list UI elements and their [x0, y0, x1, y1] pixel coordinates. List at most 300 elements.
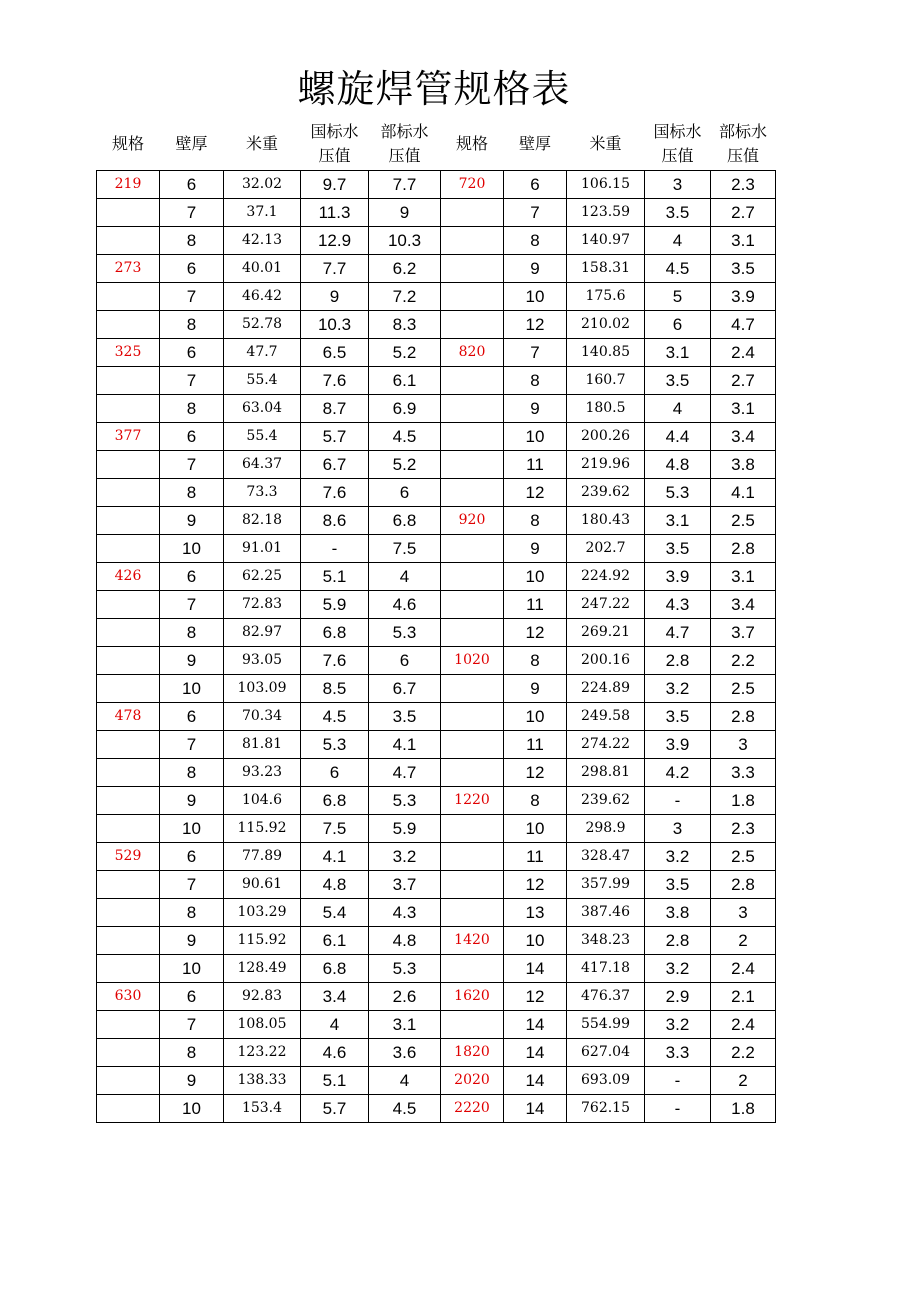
table-row	[97, 675, 776, 703]
cell-bb-pressure-left: 7.2	[369, 283, 441, 311]
cell-wall-right: 8	[504, 367, 567, 395]
cell-wall-right: 11	[504, 731, 567, 759]
header-gb-pressure-left	[301, 118, 369, 171]
cell-bb-pressure-left: 4	[369, 1067, 441, 1095]
cell-weight-left: 115.92	[224, 815, 301, 843]
cell-wall-left: 8	[160, 227, 224, 255]
cell-weight-left: 47.7	[224, 339, 301, 367]
cell-gb-pressure-right: 4.2	[645, 759, 711, 787]
cell-gb-pressure-right: 3.5	[645, 199, 711, 227]
cell-bb-pressure-right: 2	[711, 1067, 776, 1095]
cell-weight-right: 224.92	[567, 563, 645, 591]
cell-spec-left: 219	[97, 171, 160, 199]
cell-gb-pressure-right: 4.5	[645, 255, 711, 283]
table-row	[97, 843, 776, 871]
cell-gb-pressure-right: 3.2	[645, 955, 711, 983]
cell-gb-pressure-right: 4	[645, 395, 711, 423]
cell-weight-left: 93.23	[224, 759, 301, 787]
header-bb-line2: 压值	[726, 146, 759, 165]
table-row	[97, 1011, 776, 1039]
cell-spec-left	[97, 479, 160, 507]
cell-weight-left: 108.05	[224, 1011, 301, 1039]
cell-weight-right: 239.62	[567, 479, 645, 507]
cell-gb-pressure-left: 3.4	[301, 983, 369, 1011]
cell-weight-left: 91.01	[224, 535, 301, 563]
cell-wall-right: 14	[504, 1011, 567, 1039]
cell-bb-pressure-left: 5.3	[369, 955, 441, 983]
header-weight-right: 米重	[589, 134, 622, 153]
cell-spec-left	[97, 731, 160, 759]
cell-spec-right	[441, 395, 504, 423]
cell-spec-right	[441, 199, 504, 227]
cell-gb-pressure-right: 3.5	[645, 367, 711, 395]
cell-weight-left: 115.92	[224, 927, 301, 955]
header-bb-line1: 部标水	[380, 122, 429, 141]
table-row	[97, 395, 776, 423]
cell-spec-left: 529	[97, 843, 160, 871]
cell-wall-right: 8	[504, 507, 567, 535]
cell-weight-left: 90.61	[224, 871, 301, 899]
cell-gb-pressure-right: 5	[645, 283, 711, 311]
cell-bb-pressure-right: 2.8	[711, 535, 776, 563]
cell-gb-pressure-right: 4.3	[645, 591, 711, 619]
cell-wall-left: 7	[160, 591, 224, 619]
cell-bb-pressure-left: 3.7	[369, 871, 441, 899]
cell-gb-pressure-left: 7.7	[301, 255, 369, 283]
cell-bb-pressure-left: 4.5	[369, 1095, 441, 1123]
cell-wall-left: 9	[160, 787, 224, 815]
cell-spec-left: 630	[97, 983, 160, 1011]
cell-wall-left: 10	[160, 675, 224, 703]
cell-wall-right: 10	[504, 283, 567, 311]
cell-gb-pressure-right: 3.9	[645, 731, 711, 759]
table-row	[97, 535, 776, 563]
cell-wall-left: 9	[160, 647, 224, 675]
cell-gb-pressure-left: 8.5	[301, 675, 369, 703]
cell-weight-right: 554.99	[567, 1011, 645, 1039]
cell-wall-right: 11	[504, 843, 567, 871]
cell-spec-right	[441, 899, 504, 927]
cell-weight-right: 247.22	[567, 591, 645, 619]
cell-spec-right: 920	[441, 507, 504, 535]
page-title: 螺旋焊管规格表	[297, 67, 571, 111]
cell-bb-pressure-right: 2.7	[711, 367, 776, 395]
cell-weight-right: 160.7	[567, 367, 645, 395]
cell-gb-pressure-left: 6.5	[301, 339, 369, 367]
cell-gb-pressure-left: 11.3	[301, 199, 369, 227]
cell-wall-left: 8	[160, 311, 224, 339]
cell-wall-left: 7	[160, 283, 224, 311]
header-gb-line1: 国标水	[653, 122, 702, 141]
cell-spec-left: 478	[97, 703, 160, 731]
header-wall-right: 壁厚	[518, 134, 551, 153]
cell-gb-pressure-right: 4.8	[645, 451, 711, 479]
cell-bb-pressure-right: 1.8	[711, 787, 776, 815]
cell-bb-pressure-right: 3.7	[711, 619, 776, 647]
table-row	[97, 983, 776, 1011]
cell-spec-right	[441, 759, 504, 787]
cell-spec-left	[97, 619, 160, 647]
cell-gb-pressure-right: 3.2	[645, 843, 711, 871]
cell-gb-pressure-right: 5.3	[645, 479, 711, 507]
cell-spec-left	[97, 787, 160, 815]
cell-spec-right	[441, 871, 504, 899]
cell-gb-pressure-left: 5.4	[301, 899, 369, 927]
cell-spec-left: 426	[97, 563, 160, 591]
cell-gb-pressure-left: 5.1	[301, 563, 369, 591]
cell-spec-left	[97, 955, 160, 983]
table-row	[97, 199, 776, 227]
cell-weight-right: 762.15	[567, 1095, 645, 1123]
cell-wall-left: 8	[160, 619, 224, 647]
cell-bb-pressure-left: 9	[369, 199, 441, 227]
cell-bb-pressure-left: 6.1	[369, 367, 441, 395]
cell-wall-left: 6	[160, 339, 224, 367]
cell-gb-pressure-right: 3.5	[645, 871, 711, 899]
cell-weight-right: 224.89	[567, 675, 645, 703]
cell-wall-left: 7	[160, 1011, 224, 1039]
cell-bb-pressure-left: 4.3	[369, 899, 441, 927]
cell-weight-right: 693.09	[567, 1067, 645, 1095]
cell-weight-left: 72.83	[224, 591, 301, 619]
cell-wall-right: 10	[504, 703, 567, 731]
table-row	[97, 563, 776, 591]
cell-wall-right: 7	[504, 339, 567, 367]
cell-bb-pressure-right: 2	[711, 927, 776, 955]
cell-gb-pressure-right: 3.3	[645, 1039, 711, 1067]
cell-bb-pressure-right: 2.5	[711, 675, 776, 703]
cell-weight-right: 123.59	[567, 199, 645, 227]
cell-gb-pressure-right: 3.1	[645, 507, 711, 535]
cell-weight-right: 298.9	[567, 815, 645, 843]
cell-weight-right: 274.22	[567, 731, 645, 759]
cell-weight-left: 64.37	[224, 451, 301, 479]
cell-wall-right: 10	[504, 815, 567, 843]
cell-weight-right: 106.15	[567, 171, 645, 199]
table-row	[97, 1095, 776, 1123]
cell-bb-pressure-right: 3.3	[711, 759, 776, 787]
cell-gb-pressure-left: 9	[301, 283, 369, 311]
cell-wall-left: 7	[160, 871, 224, 899]
cell-wall-right: 12	[504, 871, 567, 899]
table-row	[97, 171, 776, 199]
cell-weight-right: 476.37	[567, 983, 645, 1011]
cell-weight-right: 249.58	[567, 703, 645, 731]
cell-weight-right: 200.16	[567, 647, 645, 675]
cell-spec-right	[441, 815, 504, 843]
table-row	[97, 311, 776, 339]
cell-wall-right: 9	[504, 535, 567, 563]
cell-bb-pressure-right: 3.5	[711, 255, 776, 283]
cell-bb-pressure-right: 2.8	[711, 871, 776, 899]
cell-spec-right: 1820	[441, 1039, 504, 1067]
cell-bb-pressure-right: 3	[711, 731, 776, 759]
header-bb-line2: 压值	[388, 146, 421, 165]
table-row	[97, 759, 776, 787]
cell-bb-pressure-left: 7.5	[369, 535, 441, 563]
cell-gb-pressure-right: 6	[645, 311, 711, 339]
table-row	[97, 899, 776, 927]
cell-gb-pressure-right: 2.8	[645, 927, 711, 955]
cell-spec-left	[97, 1067, 160, 1095]
cell-bb-pressure-right: 2.1	[711, 983, 776, 1011]
cell-gb-pressure-left: 7.6	[301, 479, 369, 507]
cell-bb-pressure-right: 2.2	[711, 647, 776, 675]
cell-spec-right	[441, 311, 504, 339]
cell-spec-left	[97, 927, 160, 955]
cell-weight-right: 180.5	[567, 395, 645, 423]
cell-spec-right: 1420	[441, 927, 504, 955]
header-spec-right: 规格	[455, 134, 488, 153]
cell-weight-right: 140.97	[567, 227, 645, 255]
cell-wall-right: 8	[504, 647, 567, 675]
cell-wall-right: 9	[504, 395, 567, 423]
cell-bb-pressure-right: 2.3	[711, 171, 776, 199]
cell-spec-left	[97, 675, 160, 703]
cell-gb-pressure-right: -	[645, 1095, 711, 1123]
cell-spec-left	[97, 535, 160, 563]
cell-wall-right: 10	[504, 423, 567, 451]
cell-spec-left	[97, 1011, 160, 1039]
cell-weight-right: 239.62	[567, 787, 645, 815]
cell-weight-left: 153.4	[224, 1095, 301, 1123]
cell-gb-pressure-left: 6.8	[301, 787, 369, 815]
table-row	[97, 367, 776, 395]
cell-spec-right: 2220	[441, 1095, 504, 1123]
cell-bb-pressure-right: 2.5	[711, 843, 776, 871]
cell-bb-pressure-left: 4.8	[369, 927, 441, 955]
cell-bb-pressure-left: 6	[369, 647, 441, 675]
cell-bb-pressure-left: 2.6	[369, 983, 441, 1011]
cell-spec-right	[441, 955, 504, 983]
cell-wall-left: 8	[160, 899, 224, 927]
cell-gb-pressure-left: -	[301, 535, 369, 563]
cell-bb-pressure-right: 2.4	[711, 1011, 776, 1039]
cell-gb-pressure-left: 12.9	[301, 227, 369, 255]
cell-bb-pressure-right: 4.7	[711, 311, 776, 339]
cell-gb-pressure-left: 4.5	[301, 703, 369, 731]
cell-spec-right	[441, 227, 504, 255]
cell-bb-pressure-right: 2.2	[711, 1039, 776, 1067]
cell-weight-left: 138.33	[224, 1067, 301, 1095]
cell-wall-right: 7	[504, 199, 567, 227]
cell-spec-left	[97, 311, 160, 339]
cell-weight-right: 269.21	[567, 619, 645, 647]
cell-spec-left	[97, 507, 160, 535]
cell-weight-left: 73.3	[224, 479, 301, 507]
cell-wall-right: 14	[504, 1095, 567, 1123]
cell-gb-pressure-right: 4.7	[645, 619, 711, 647]
header-row	[97, 118, 776, 171]
cell-gb-pressure-right: 3.5	[645, 703, 711, 731]
cell-wall-left: 7	[160, 367, 224, 395]
cell-bb-pressure-left: 6.7	[369, 675, 441, 703]
cell-weight-left: 82.18	[224, 507, 301, 535]
cell-gb-pressure-right: 3.2	[645, 1011, 711, 1039]
cell-bb-pressure-left: 6.2	[369, 255, 441, 283]
table-row	[97, 255, 776, 283]
cell-gb-pressure-right: 3.8	[645, 899, 711, 927]
cell-gb-pressure-right: 4	[645, 227, 711, 255]
cell-spec-left	[97, 227, 160, 255]
cell-bb-pressure-right: 3.4	[711, 423, 776, 451]
cell-bb-pressure-right: 3.9	[711, 283, 776, 311]
cell-bb-pressure-left: 5.3	[369, 619, 441, 647]
cell-spec-left: 377	[97, 423, 160, 451]
cell-spec-left	[97, 815, 160, 843]
cell-gb-pressure-right: 3.2	[645, 675, 711, 703]
cell-spec-left	[97, 899, 160, 927]
cell-gb-pressure-right: 3	[645, 171, 711, 199]
table-row	[97, 619, 776, 647]
table-row	[97, 227, 776, 255]
cell-wall-right: 8	[504, 227, 567, 255]
header-bb-line1: 部标水	[718, 122, 767, 141]
table-row	[97, 815, 776, 843]
cell-bb-pressure-left: 5.3	[369, 787, 441, 815]
cell-weight-left: 92.83	[224, 983, 301, 1011]
header-wall-left: 壁厚	[175, 134, 208, 153]
cell-wall-left: 7	[160, 451, 224, 479]
cell-gb-pressure-left: 9.7	[301, 171, 369, 199]
cell-gb-pressure-left: 5.1	[301, 1067, 369, 1095]
cell-wall-left: 6	[160, 983, 224, 1011]
cell-spec-right	[441, 563, 504, 591]
cell-bb-pressure-left: 3.1	[369, 1011, 441, 1039]
cell-spec-right	[441, 843, 504, 871]
cell-weight-left: 93.05	[224, 647, 301, 675]
cell-spec-right	[441, 479, 504, 507]
cell-wall-left: 10	[160, 1095, 224, 1123]
header-bb-pressure-right	[711, 118, 776, 171]
cell-wall-left: 10	[160, 955, 224, 983]
cell-weight-right: 140.85	[567, 339, 645, 367]
cell-weight-left: 62.25	[224, 563, 301, 591]
cell-wall-left: 8	[160, 1039, 224, 1067]
header-gb-line1: 国标水	[310, 122, 359, 141]
cell-weight-left: 77.89	[224, 843, 301, 871]
table-row	[97, 591, 776, 619]
cell-spec-right: 1020	[441, 647, 504, 675]
cell-gb-pressure-left: 6	[301, 759, 369, 787]
cell-wall-left: 8	[160, 479, 224, 507]
table-row	[97, 927, 776, 955]
table-row	[97, 731, 776, 759]
cell-gb-pressure-left: 5.3	[301, 731, 369, 759]
cell-wall-right: 9	[504, 255, 567, 283]
cell-weight-right: 158.31	[567, 255, 645, 283]
cell-weight-right: 200.26	[567, 423, 645, 451]
cell-bb-pressure-left: 6	[369, 479, 441, 507]
cell-spec-right	[441, 619, 504, 647]
cell-bb-pressure-left: 8.3	[369, 311, 441, 339]
cell-spec-left	[97, 395, 160, 423]
cell-wall-left: 9	[160, 1067, 224, 1095]
cell-weight-left: 104.6	[224, 787, 301, 815]
cell-bb-pressure-right: 3.4	[711, 591, 776, 619]
cell-weight-right: 219.96	[567, 451, 645, 479]
cell-bb-pressure-left: 4	[369, 563, 441, 591]
cell-bb-pressure-left: 3.6	[369, 1039, 441, 1067]
cell-spec-right	[441, 675, 504, 703]
header-gb-pressure-right	[645, 118, 711, 171]
cell-weight-left: 70.34	[224, 703, 301, 731]
cell-gb-pressure-right: 3.5	[645, 535, 711, 563]
table-row	[97, 451, 776, 479]
cell-bb-pressure-left: 3.2	[369, 843, 441, 871]
cell-gb-pressure-right: 3.1	[645, 339, 711, 367]
cell-gb-pressure-left: 4	[301, 1011, 369, 1039]
cell-gb-pressure-left: 5.7	[301, 1095, 369, 1123]
cell-gb-pressure-left: 6.8	[301, 955, 369, 983]
table-row	[97, 647, 776, 675]
cell-gb-pressure-right: 2.8	[645, 647, 711, 675]
cell-bb-pressure-right: 3.8	[711, 451, 776, 479]
cell-gb-pressure-left: 6.8	[301, 619, 369, 647]
cell-weight-left: 103.09	[224, 675, 301, 703]
cell-wall-left: 9	[160, 927, 224, 955]
cell-spec-right	[441, 423, 504, 451]
cell-weight-right: 180.43	[567, 507, 645, 535]
cell-gb-pressure-left: 6.7	[301, 451, 369, 479]
cell-wall-right: 14	[504, 1039, 567, 1067]
cell-bb-pressure-left: 4.1	[369, 731, 441, 759]
cell-wall-left: 6	[160, 255, 224, 283]
cell-spec-right: 1220	[441, 787, 504, 815]
table-row	[97, 283, 776, 311]
table-row	[97, 787, 776, 815]
cell-wall-left: 6	[160, 843, 224, 871]
header-gb-line2: 压值	[661, 146, 694, 165]
cell-spec-left	[97, 199, 160, 227]
cell-gb-pressure-left: 8.6	[301, 507, 369, 535]
cell-spec-left	[97, 1095, 160, 1123]
cell-gb-pressure-left: 4.6	[301, 1039, 369, 1067]
cell-spec-right	[441, 283, 504, 311]
table-row	[97, 955, 776, 983]
cell-gb-pressure-left: 8.7	[301, 395, 369, 423]
cell-wall-left: 7	[160, 731, 224, 759]
cell-bb-pressure-left: 4.6	[369, 591, 441, 619]
cell-spec-right	[441, 535, 504, 563]
cell-weight-left: 37.1	[224, 199, 301, 227]
cell-gb-pressure-right: 3	[645, 815, 711, 843]
header-weight-left: 米重	[245, 134, 278, 153]
cell-bb-pressure-left: 10.3	[369, 227, 441, 255]
cell-bb-pressure-right: 3.1	[711, 227, 776, 255]
cell-weight-left: 128.49	[224, 955, 301, 983]
cell-weight-left: 55.4	[224, 367, 301, 395]
cell-bb-pressure-right: 3.1	[711, 563, 776, 591]
cell-spec-right	[441, 1011, 504, 1039]
table-row	[97, 423, 776, 451]
cell-gb-pressure-left: 7.5	[301, 815, 369, 843]
cell-spec-left	[97, 283, 160, 311]
cell-spec-left	[97, 759, 160, 787]
cell-wall-left: 6	[160, 703, 224, 731]
table-row	[97, 1067, 776, 1095]
cell-spec-left	[97, 1039, 160, 1067]
cell-bb-pressure-right: 2.3	[711, 815, 776, 843]
cell-wall-right: 11	[504, 451, 567, 479]
cell-weight-right: 328.47	[567, 843, 645, 871]
cell-wall-left: 6	[160, 563, 224, 591]
cell-spec-right	[441, 367, 504, 395]
cell-wall-left: 8	[160, 759, 224, 787]
table-row	[97, 871, 776, 899]
cell-wall-left: 9	[160, 507, 224, 535]
cell-wall-right: 14	[504, 955, 567, 983]
